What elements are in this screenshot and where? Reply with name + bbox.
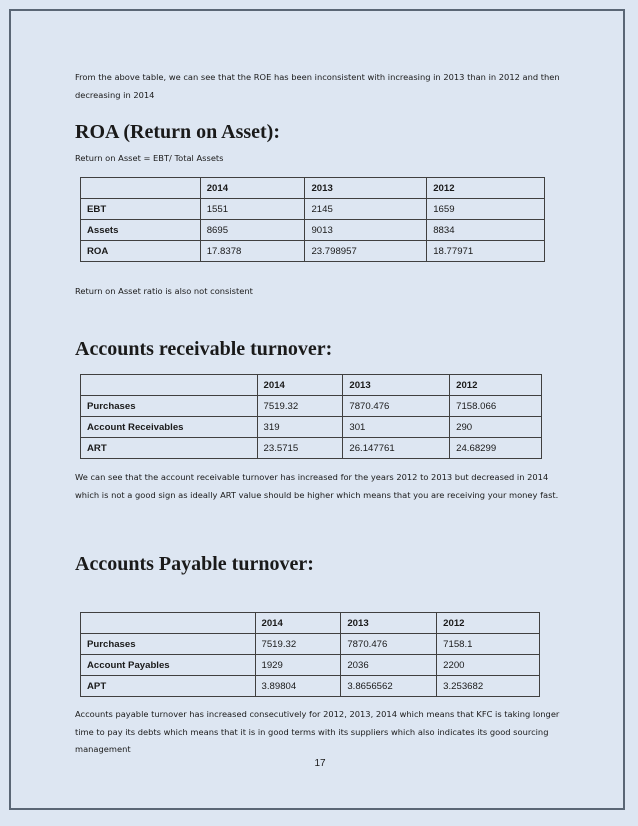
intro-paragraph: From the above table, we can see that the ROE has been inconsistent with increasing in 2013 than in 2012 and then decreasing in 2014 bbox=[75, 72, 560, 100]
table-cell: 17.8378 bbox=[200, 241, 305, 262]
table-cell: 1929 bbox=[255, 655, 341, 676]
table-cell: 2014 bbox=[257, 375, 343, 396]
table-cell: 18.77971 bbox=[427, 241, 545, 262]
table-cell: 7158.1 bbox=[437, 634, 540, 655]
table-cell: 2012 bbox=[437, 613, 540, 634]
table-cell: 2200 bbox=[437, 655, 540, 676]
table-row bbox=[81, 417, 542, 438]
table-cell: 23.5715 bbox=[257, 438, 343, 459]
art-note: We can see that the account receivable turnover has increased for the years 2012 to 2013 but decreased in 2014 which is not a good sign as ideally ART value should be higher which means that you are receiving your money fast. bbox=[75, 472, 559, 500]
table-cell: 26.147761 bbox=[343, 438, 450, 459]
table-cell: 2012 bbox=[450, 375, 542, 396]
apt-note: Accounts payable turnover has increased consecutively for 2012, 2013, 2014 which means that KFC is taking longer time to pay its debts which means that it is in good terms with its suppliers which also indicates its good sourcing management bbox=[75, 709, 560, 754]
table-row bbox=[81, 241, 545, 262]
table-cell bbox=[81, 375, 258, 396]
roa-note: Return on Asset ratio is also not consistent bbox=[75, 286, 253, 296]
apt-heading: Accounts Payable turnover: bbox=[75, 553, 314, 575]
table-cell: 24.68299 bbox=[450, 438, 542, 459]
table-cell: 301 bbox=[343, 417, 450, 438]
table-row bbox=[81, 396, 542, 417]
page-number: 17 bbox=[314, 758, 326, 769]
table-header-row bbox=[81, 375, 542, 396]
table-row bbox=[81, 438, 542, 459]
table-header-row bbox=[81, 613, 540, 634]
table-row bbox=[81, 220, 545, 241]
table-cell: 2013 bbox=[343, 375, 450, 396]
table-cell: 290 bbox=[450, 417, 542, 438]
table-cell: 2012 bbox=[427, 178, 545, 199]
table-row bbox=[81, 634, 540, 655]
table-cell: 7870.476 bbox=[341, 634, 437, 655]
roa-table bbox=[80, 177, 545, 262]
table-cell: 2145 bbox=[305, 199, 427, 220]
table-cell: Assets bbox=[81, 220, 201, 241]
table-cell: 2013 bbox=[341, 613, 437, 634]
apt-table bbox=[80, 612, 540, 697]
table-cell: ROA bbox=[81, 241, 201, 262]
roa-heading: ROA (Return on Asset): bbox=[75, 121, 280, 143]
table-cell bbox=[81, 613, 256, 634]
table-row bbox=[81, 676, 540, 697]
roa-formula: Return on Asset = EBT/ Total Assets bbox=[75, 153, 224, 163]
table-header-row bbox=[81, 178, 545, 199]
table-cell: 9013 bbox=[305, 220, 427, 241]
art-heading: Accounts receivable turnover: bbox=[75, 338, 333, 360]
table-cell: EBT bbox=[81, 199, 201, 220]
table-row bbox=[81, 199, 545, 220]
table-cell: 3.253682 bbox=[437, 676, 540, 697]
table-cell: 2014 bbox=[255, 613, 341, 634]
table-cell: ART bbox=[81, 438, 258, 459]
table-cell: 1551 bbox=[200, 199, 305, 220]
table-row bbox=[81, 655, 540, 676]
table-cell: 7870.476 bbox=[343, 396, 450, 417]
table-cell: 23.798957 bbox=[305, 241, 427, 262]
art-table bbox=[80, 374, 542, 459]
table-cell: 3.89804 bbox=[255, 676, 341, 697]
table-cell: 8834 bbox=[427, 220, 545, 241]
table-cell: 1659 bbox=[427, 199, 545, 220]
table-cell: 3.8656562 bbox=[341, 676, 437, 697]
table-cell: 319 bbox=[257, 417, 343, 438]
table-cell bbox=[81, 178, 201, 199]
table-cell: 2013 bbox=[305, 178, 427, 199]
table-cell: 2036 bbox=[341, 655, 437, 676]
table-cell: Account Payables bbox=[81, 655, 256, 676]
table-cell: Purchases bbox=[81, 396, 258, 417]
table-cell: 7519.32 bbox=[255, 634, 341, 655]
table-cell: 8695 bbox=[200, 220, 305, 241]
table-cell: Purchases bbox=[81, 634, 256, 655]
table-cell: APT bbox=[81, 676, 256, 697]
table-cell: 7158.066 bbox=[450, 396, 542, 417]
table-cell: 2014 bbox=[200, 178, 305, 199]
table-cell: Account Receivables bbox=[81, 417, 258, 438]
table-cell: 7519.32 bbox=[257, 396, 343, 417]
